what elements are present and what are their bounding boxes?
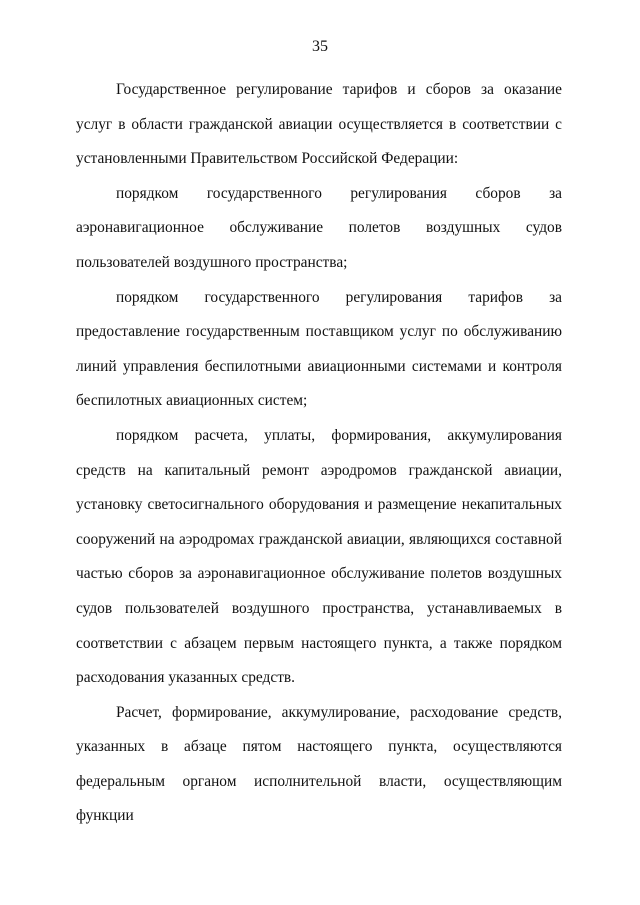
paragraph-uas-control-tariffs: порядком государственного регулирования тарифов за предоставление государственным поставщиком услуг по обслуживанию линий управления беспилотными авиационными системами и контроля беспилотных авиационных систем;: [76, 288, 562, 410]
page-number: 35: [312, 38, 328, 55]
paragraph-funds-calculation: Расчет, формирование, аккумулирование, расходование средств, указанных в абзаце пятом настоящего пункта, осуществляются федеральным органом исполнительной власти, осуществляющим функции: [76, 703, 562, 825]
paragraph-regulation-intro: Государственное регулирование тарифов и сборов за оказание услуг в области гражданской авиации осуществляется в соответствии с установленными Правительством Российской Федерации:: [76, 81, 562, 168]
document-body: [76, 73, 562, 834]
paragraph-air-navigation-fees: порядком государственного регулирования сборов за аэронавигационное обслуживание полетов воздушных судов пользователей воздушного пространства;: [76, 184, 562, 271]
paragraph-airfield-repair-funds: порядком расчета, уплаты, формирования, аккумулирования средств на капитальный ремонт аэродромов гражданской авиации, установку светосигнального оборудования и размещение некапитальных сооружений на аэродромах гражданской авиации, являющихся составной частью сборов за аэронавигационное обслуживание полетов воздушных судов пользователей воздушного пространства, устанавливаемых в соответствии с абзацем первым настоящего пункта, а также порядком расходования указанных средств.: [76, 426, 562, 687]
